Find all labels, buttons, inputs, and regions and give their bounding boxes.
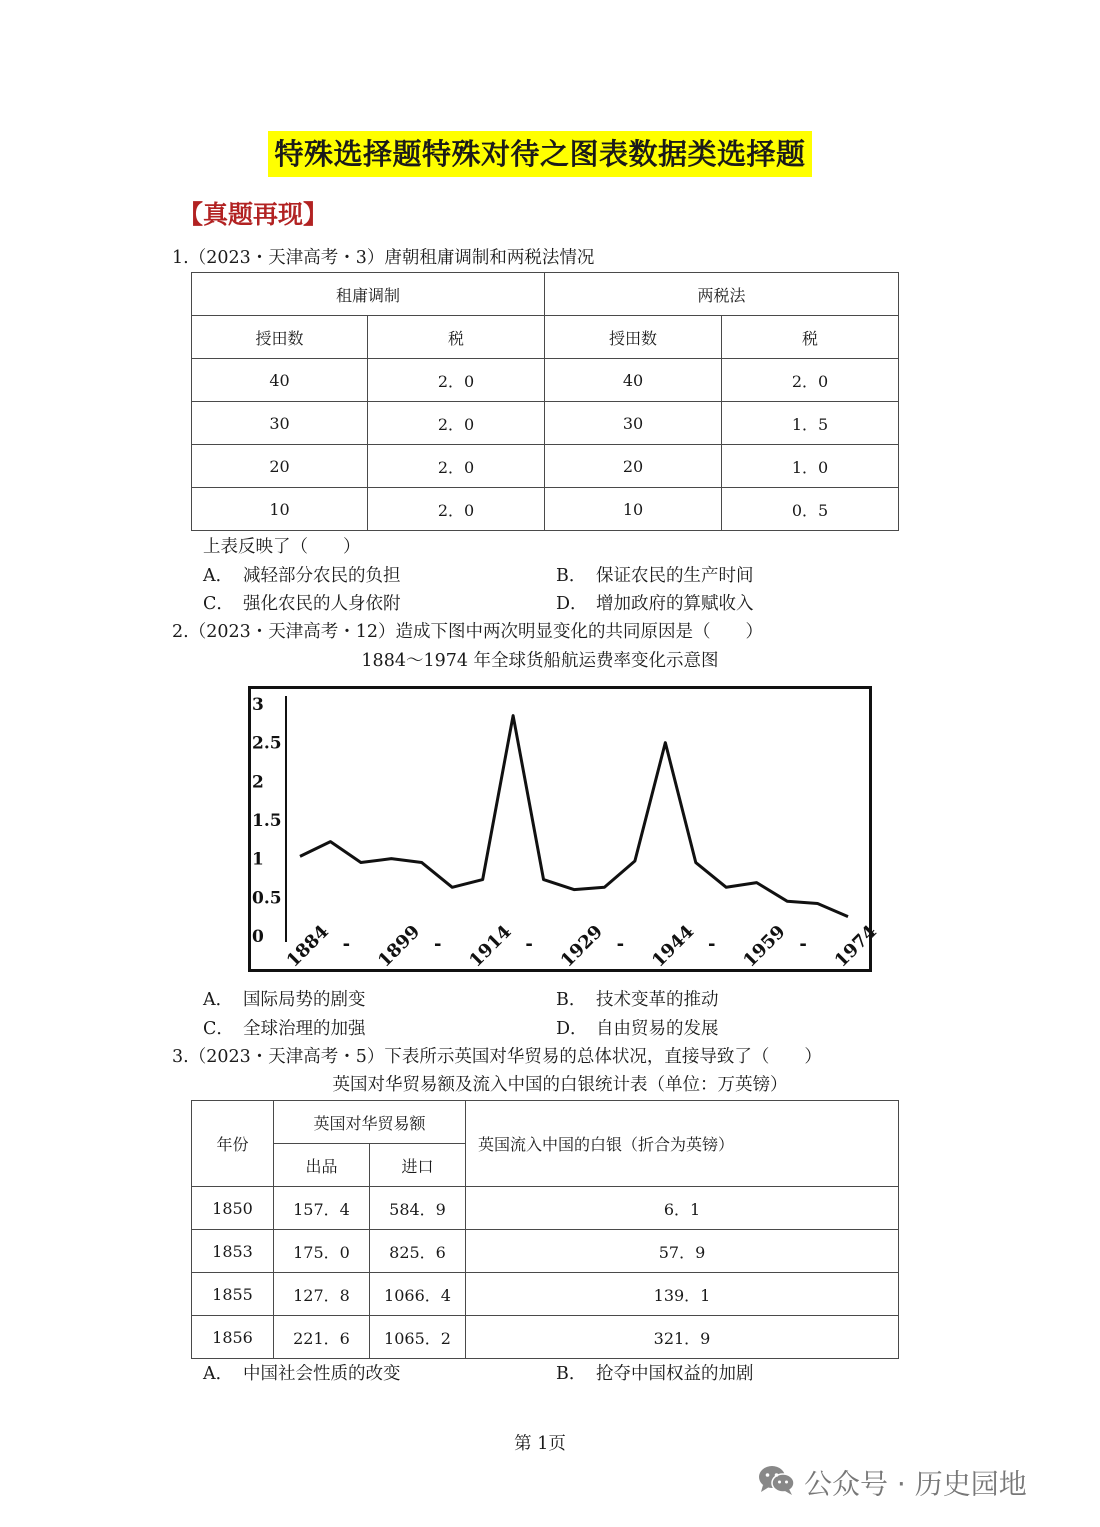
table-cell: 1850 bbox=[192, 1187, 274, 1230]
freight-rate-chart bbox=[248, 686, 881, 972]
q1-option-b[interactable] bbox=[556, 564, 754, 588]
q1-sub-header: 授田数 bbox=[192, 316, 368, 359]
x-minor-tick: - bbox=[616, 934, 625, 955]
q1-group-header: 两税法 bbox=[545, 273, 899, 316]
option-key: D． bbox=[556, 594, 588, 614]
table-cell: 1065．2 bbox=[370, 1316, 466, 1359]
table-cell: 221．6 bbox=[274, 1316, 370, 1359]
option-text: 技术变革的推动 bbox=[596, 990, 719, 1010]
table-cell: 127．8 bbox=[274, 1273, 370, 1316]
table-cell: 30 bbox=[545, 402, 722, 445]
option-key: A． bbox=[203, 990, 234, 1010]
q1-sub-header: 税 bbox=[368, 316, 545, 359]
table-row bbox=[192, 1230, 899, 1273]
q3-col-trade: 英国对华贸易额 bbox=[274, 1101, 466, 1144]
x-tick-label: 1899 bbox=[374, 921, 425, 972]
table-row bbox=[192, 488, 899, 531]
table-cell: 175．0 bbox=[274, 1230, 370, 1273]
table-cell: 157．4 bbox=[274, 1187, 370, 1230]
table-cell: 1855 bbox=[192, 1273, 274, 1316]
q3-col-export: 出品 bbox=[274, 1144, 370, 1187]
q1-sub-header: 税 bbox=[722, 316, 899, 359]
x-minor-tick: - bbox=[799, 934, 807, 955]
q3-table bbox=[191, 1100, 899, 1359]
wechat-icon bbox=[758, 1464, 796, 1507]
table-cell: 2．0 bbox=[368, 359, 545, 402]
table-cell: 20 bbox=[192, 445, 368, 488]
option-text: 保证农民的生产时间 bbox=[596, 566, 754, 586]
x-tick-label: 1944 bbox=[648, 921, 699, 972]
q1-stem: 1.（2023・天津高考・3）唐朝租庸调制和两税法情况 bbox=[172, 248, 595, 268]
x-minor-tick: - bbox=[525, 934, 533, 955]
q2-option-b[interactable] bbox=[556, 988, 719, 1012]
chart-svg bbox=[248, 686, 881, 972]
option-key: B． bbox=[556, 1364, 587, 1384]
option-text: 自由贸易的发展 bbox=[596, 1019, 719, 1039]
q1-option-a[interactable] bbox=[203, 564, 401, 588]
q3-col-year: 年份 bbox=[192, 1101, 274, 1187]
table-cell: 30 bbox=[192, 402, 368, 445]
y-tick-label: 0.5 bbox=[252, 888, 282, 909]
table-cell: 40 bbox=[192, 359, 368, 402]
y-tick-label: 3 bbox=[252, 695, 264, 715]
q1-prompt: 上表反映了（ ） bbox=[203, 537, 361, 557]
y-tick-label: 2.5 bbox=[252, 733, 282, 754]
q3-stem: 3.（2023・天津高考・5）下表所示英国对华贸易的总体状况，直接导致了（ ） bbox=[172, 1047, 822, 1067]
y-tick-label: 2 bbox=[252, 772, 264, 793]
table-row bbox=[192, 1187, 899, 1230]
y-tick-label: 0 bbox=[252, 927, 264, 947]
option-key: B． bbox=[556, 566, 587, 586]
table-row bbox=[192, 1273, 899, 1316]
y-tick-label: 1 bbox=[252, 849, 264, 870]
q2-option-d[interactable] bbox=[556, 1017, 719, 1041]
x-tick-label: 1914 bbox=[465, 921, 516, 972]
q3-col-silver: 英国流入中国的白银（折合为英镑） bbox=[466, 1101, 899, 1187]
table-cell: 2．0 bbox=[368, 488, 545, 531]
option-key: D． bbox=[556, 1019, 588, 1039]
q3-option-a[interactable] bbox=[203, 1362, 401, 1386]
table-cell: 6．1 bbox=[466, 1187, 899, 1230]
table-cell: 139．1 bbox=[466, 1273, 899, 1316]
q2-option-a[interactable] bbox=[203, 988, 366, 1012]
table-cell: 825．6 bbox=[370, 1230, 466, 1273]
option-text: 抢夺中国权益的加剧 bbox=[596, 1364, 754, 1384]
option-text: 减轻部分农民的负担 bbox=[243, 566, 401, 586]
q3-col-import: 进口 bbox=[370, 1144, 466, 1187]
option-text: 强化农民的人身依附 bbox=[243, 594, 401, 614]
q1-sub-header: 授田数 bbox=[545, 316, 722, 359]
x-minor-tick: - bbox=[434, 934, 442, 955]
doc-title: 特殊选择题特殊对待之图表数据类选择题 bbox=[268, 131, 811, 177]
watermark bbox=[758, 1464, 1027, 1507]
section-heading: 【真题再现】 bbox=[178, 200, 329, 229]
table-cell: 0．5 bbox=[722, 488, 899, 531]
x-minor-tick: - bbox=[708, 934, 716, 955]
table-cell: 2．0 bbox=[368, 402, 545, 445]
table-header-row bbox=[192, 273, 899, 316]
table-row bbox=[192, 1316, 899, 1359]
option-text: 国际局势的剧变 bbox=[243, 990, 366, 1010]
table-row bbox=[192, 445, 899, 488]
q3-option-b[interactable] bbox=[556, 1362, 754, 1386]
option-key: A． bbox=[203, 566, 234, 586]
title-wrap bbox=[0, 131, 1080, 177]
table-cell: 40 bbox=[545, 359, 722, 402]
q1-option-d[interactable] bbox=[556, 592, 754, 616]
option-key: C． bbox=[203, 594, 234, 614]
q1-option-c[interactable] bbox=[203, 592, 401, 616]
x-tick-label: 1884 bbox=[282, 921, 333, 972]
table-cell: 1856 bbox=[192, 1316, 274, 1359]
option-key: B． bbox=[556, 990, 587, 1010]
page-number: 第 1页 bbox=[514, 1434, 566, 1454]
watermark-text: 公众号 · 历史园地 bbox=[804, 1467, 1027, 1501]
table-cell: 10 bbox=[192, 488, 368, 531]
table-cell: 2．0 bbox=[368, 445, 545, 488]
table-header-row bbox=[192, 1101, 899, 1144]
q2-option-c[interactable] bbox=[203, 1017, 366, 1041]
table-header-row bbox=[192, 316, 899, 359]
table-cell: 321．9 bbox=[466, 1316, 899, 1359]
q2-stem: 2.（2023・天津高考・12）造成下图中两次明显变化的共同原因是（ ） bbox=[172, 622, 763, 642]
chart-title: 1884～1974 年全球货船航运费率变化示意图 bbox=[361, 651, 719, 671]
option-key: A． bbox=[203, 1364, 234, 1384]
table-cell: 584．9 bbox=[370, 1187, 466, 1230]
option-key: C． bbox=[203, 1019, 234, 1039]
table-row bbox=[192, 359, 899, 402]
table-cell: 2．0 bbox=[722, 359, 899, 402]
option-text: 增加政府的算赋收入 bbox=[596, 594, 754, 614]
table-cell: 10 bbox=[545, 488, 722, 531]
x-minor-tick: - bbox=[342, 934, 351, 955]
q3-table-title: 英国对华贸易额及流入中国的白银统计表（单位：万英镑） bbox=[332, 1075, 788, 1095]
x-tick-label: 1959 bbox=[739, 921, 790, 972]
table-cell: 57．9 bbox=[466, 1230, 899, 1273]
option-text: 全球治理的加强 bbox=[243, 1019, 366, 1039]
table-cell: 1．5 bbox=[722, 402, 899, 445]
y-tick-label: 1.5 bbox=[252, 811, 282, 831]
table-cell: 1853 bbox=[192, 1230, 274, 1273]
table-row bbox=[192, 402, 899, 445]
x-tick-label: 1929 bbox=[556, 921, 607, 972]
q1-group-header: 租庸调制 bbox=[192, 273, 545, 316]
table-cell: 1066．4 bbox=[370, 1273, 466, 1316]
x-tick-label: 1974 bbox=[830, 921, 881, 972]
table-cell: 1．0 bbox=[722, 445, 899, 488]
table-cell: 20 bbox=[545, 445, 722, 488]
q1-table bbox=[191, 272, 899, 531]
option-text: 中国社会性质的改变 bbox=[243, 1364, 401, 1384]
